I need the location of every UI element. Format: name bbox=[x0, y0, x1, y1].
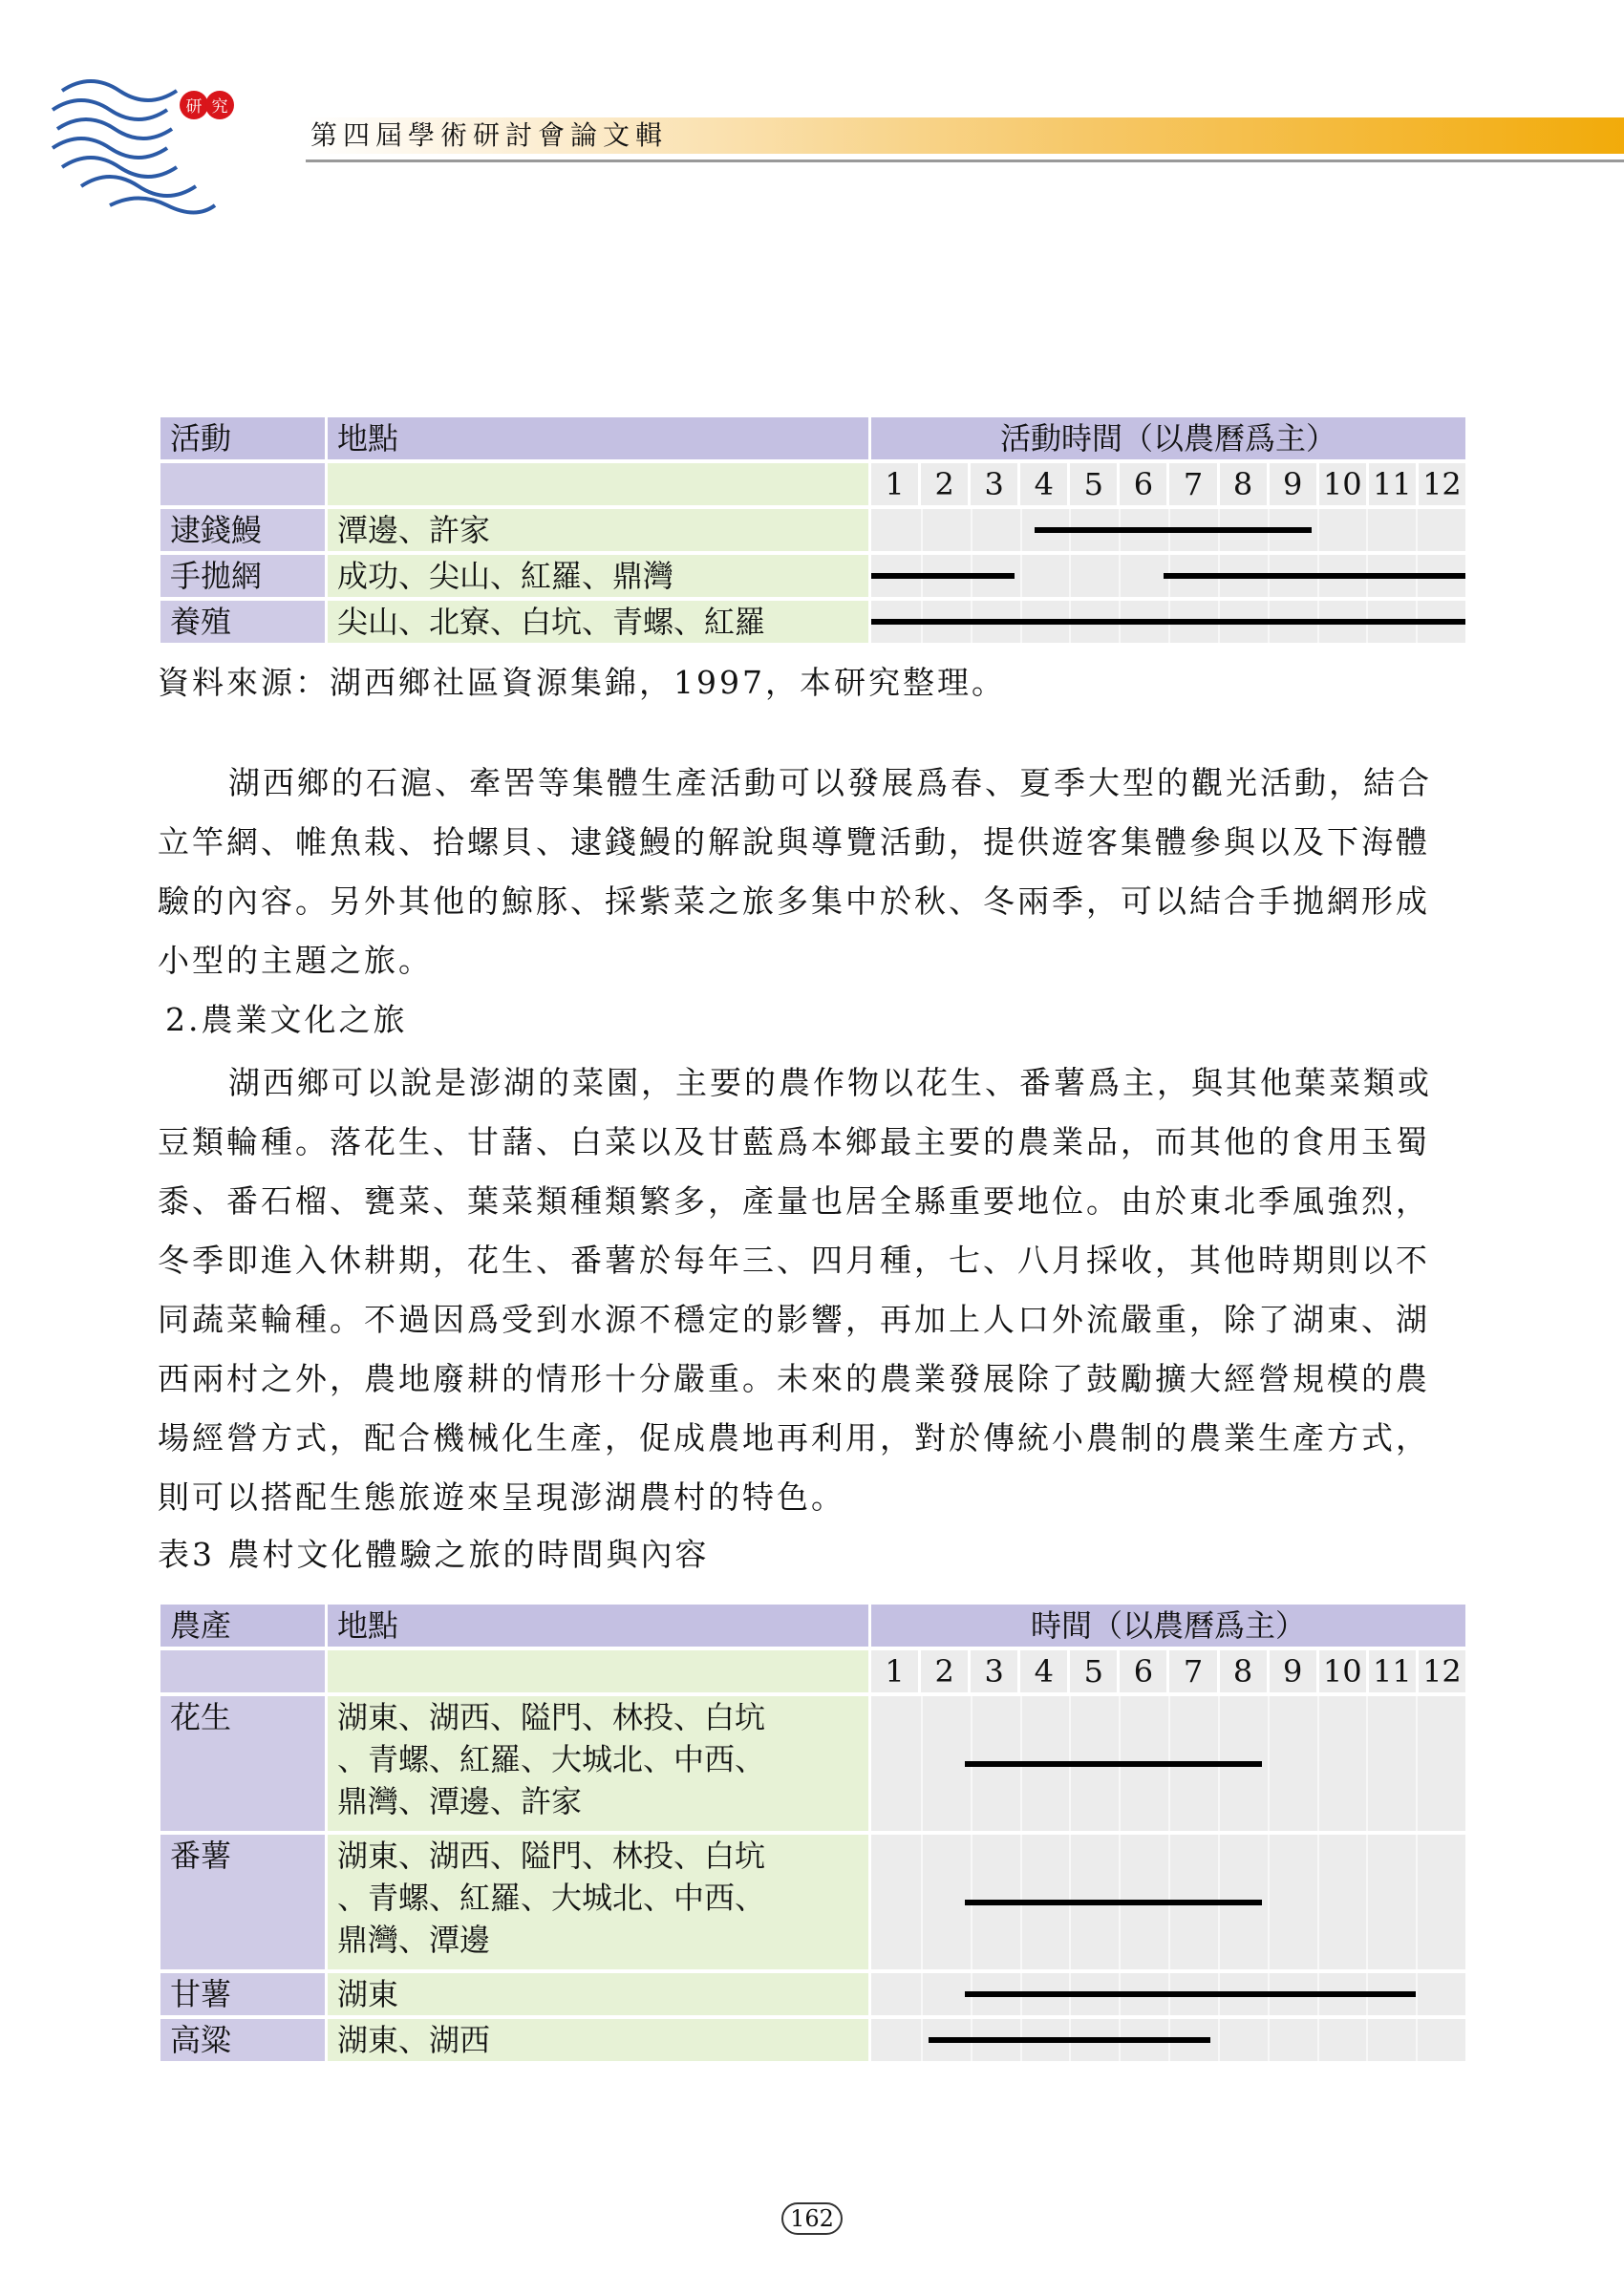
month-gridline bbox=[1268, 1835, 1270, 1969]
header-title: 第四屆學術研討會論文輯 bbox=[310, 119, 669, 151]
col-header-time: 時間（以農曆爲主） bbox=[871, 1605, 1465, 1647]
table3-caption: 表3 農村文化體驗之旅的時間與內容 bbox=[158, 1536, 710, 1573]
table-row bbox=[160, 555, 1465, 597]
month-label: 11 bbox=[1369, 1650, 1416, 1692]
place-line: 、青螺、紅羅、大城北、中西、 bbox=[337, 1741, 766, 1777]
svg-text:究: 究 bbox=[211, 97, 228, 117]
place-line: 湖東 bbox=[337, 1976, 399, 2012]
paragraph-line: 冬季即進入休耕期，花生、番薯於每年三、四月種，七、八月採收，其他時期則以不 bbox=[158, 1242, 1430, 1279]
table-row bbox=[160, 1835, 1465, 1969]
timeline-cell bbox=[871, 509, 1465, 551]
timeline-cell bbox=[871, 1696, 1465, 1831]
table-row bbox=[160, 601, 1465, 643]
month-label: 9 bbox=[1270, 1650, 1316, 1692]
table1-source: 資料來源：湖西鄉社區資源集錦，1997，本研究整理。 bbox=[158, 664, 1006, 701]
activity-schedule-table bbox=[158, 414, 1468, 647]
table-row bbox=[160, 1973, 1465, 2015]
place-cell bbox=[328, 1696, 868, 1831]
place-text: 尖山、北寮、白坑、青螺、紅羅 bbox=[337, 604, 766, 640]
month-label: 8 bbox=[1220, 1650, 1267, 1692]
paragraph-line: 黍、番石榴、甕菜、葉菜類種類繁多，產量也居全縣重要地位。由於東北季風強烈， bbox=[158, 1182, 1430, 1220]
blank-cell bbox=[328, 463, 868, 505]
period-bar bbox=[929, 2037, 1210, 2043]
paragraph-line: 場經營方式，配合機械化生產，促成農地再利用，對於傳統小農制的農業生產方式， bbox=[158, 1419, 1430, 1456]
place-cell bbox=[328, 601, 868, 643]
item-cell: 逮錢鰻 bbox=[160, 509, 325, 551]
month-gridline bbox=[1317, 2019, 1319, 2061]
place-cell bbox=[328, 555, 868, 597]
paragraph-line: 湖西鄉的石滬、牽罟等集體生產活動可以發展爲春、夏季大型的觀光活動，結合 bbox=[228, 764, 1432, 801]
paragraph-2 bbox=[158, 1053, 1468, 1527]
place-cell bbox=[328, 509, 868, 551]
paragraph-line: 豆類輪種。落花生、甘藷、白菜以及甘藍爲本鄉最主要的農業品，而其他的食用玉蜀 bbox=[158, 1123, 1430, 1160]
month-gridline bbox=[1416, 1835, 1418, 1969]
place-text: 潭邊、許家 bbox=[337, 512, 491, 548]
month-label: 5 bbox=[1070, 1650, 1117, 1692]
month-label: 1 bbox=[871, 1650, 918, 1692]
page-number: 162 bbox=[781, 2202, 843, 2235]
timeline-cell bbox=[871, 601, 1465, 643]
month-gridline bbox=[1366, 509, 1368, 551]
journal-logo bbox=[43, 53, 263, 224]
timeline-cell bbox=[871, 1973, 1465, 2015]
month-gridline bbox=[1366, 2019, 1368, 2061]
blank-cell bbox=[160, 463, 325, 505]
timeline-cell bbox=[871, 2019, 1465, 2061]
item-cell: 番薯 bbox=[160, 1835, 325, 1969]
period-bar bbox=[871, 573, 1015, 579]
period-bar bbox=[965, 1761, 1262, 1767]
month-gridline bbox=[1119, 555, 1121, 597]
item-cell: 甘薯 bbox=[160, 1973, 325, 2015]
month-label: 7 bbox=[1169, 1650, 1216, 1692]
paragraph-line: 小型的主題之旅。 bbox=[158, 942, 433, 979]
place-line: 湖東、湖西 bbox=[337, 2022, 491, 2058]
blank-cell bbox=[160, 1650, 325, 1692]
month-label: 6 bbox=[1120, 463, 1166, 505]
paragraph-1 bbox=[158, 754, 1468, 990]
period-bar bbox=[1035, 527, 1312, 533]
month-label: 12 bbox=[1419, 1650, 1465, 1692]
month-gridline bbox=[1416, 1696, 1418, 1831]
month-gridline bbox=[921, 2019, 923, 2061]
month-gridline bbox=[1366, 1835, 1368, 1969]
month-gridline bbox=[1416, 509, 1418, 551]
month-label: 7 bbox=[1169, 463, 1216, 505]
month-gridline bbox=[1268, 2019, 1270, 2061]
month-label: 10 bbox=[1319, 463, 1366, 505]
place-line: 鼎灣、潭邊、許家 bbox=[337, 1783, 583, 1819]
month-label: 9 bbox=[1270, 463, 1316, 505]
timeline-cell bbox=[871, 1835, 1465, 1969]
period-bar bbox=[1164, 573, 1465, 579]
farm-schedule-table bbox=[158, 1601, 1468, 2065]
month-gridline bbox=[921, 1973, 923, 2015]
col-header-place: 地點 bbox=[328, 1605, 868, 1647]
col-header-time: 活動時間（以農曆爲主） bbox=[871, 417, 1465, 459]
month-gridline bbox=[1020, 555, 1022, 597]
col-header-item: 農產 bbox=[160, 1605, 325, 1647]
month-label: 2 bbox=[921, 1650, 968, 1692]
month-label: 2 bbox=[921, 463, 968, 505]
col-header-item: 活動 bbox=[160, 417, 325, 459]
blank-cell bbox=[328, 1650, 868, 1692]
month-label: 3 bbox=[971, 1650, 1017, 1692]
place-cell bbox=[328, 1835, 868, 1969]
paragraph-line: 驗的內容。另外其他的鯨豚、採紫菜之旅多集中於秋、冬兩季，可以結合手拋網形成 bbox=[158, 882, 1430, 920]
month-label: 12 bbox=[1419, 463, 1465, 505]
month-gridline bbox=[921, 509, 923, 551]
month-gridline bbox=[1268, 1696, 1270, 1831]
timeline-cell bbox=[871, 555, 1465, 597]
period-bar bbox=[965, 1900, 1262, 1905]
svg-text:研: 研 bbox=[185, 97, 203, 117]
month-gridline bbox=[921, 1835, 923, 1969]
place-line: 鼎灣、潭邊 bbox=[337, 1922, 491, 1958]
month-label: 10 bbox=[1319, 1650, 1366, 1692]
item-cell: 手拋網 bbox=[160, 555, 325, 597]
paragraph-line: 同蔬菜輪種。不過因爲受到水源不穩定的影響，再加上人口外流嚴重，除了湖東、湖 bbox=[158, 1301, 1430, 1338]
header-divider bbox=[306, 159, 1624, 162]
place-line: 、青螺、紅羅、大城北、中西、 bbox=[337, 1880, 766, 1916]
month-gridline bbox=[1020, 509, 1022, 551]
table-row bbox=[160, 509, 1465, 551]
month-gridline bbox=[1317, 1835, 1319, 1969]
place-cell bbox=[328, 1973, 868, 2015]
section-heading: 2.農業文化之旅 bbox=[165, 1001, 408, 1038]
month-gridline bbox=[1416, 2019, 1418, 2061]
table-row bbox=[160, 2019, 1465, 2061]
place-line: 湖東、湖西、隘門、林投、白坑 bbox=[337, 1838, 766, 1874]
month-label: 3 bbox=[971, 463, 1017, 505]
place-cell bbox=[328, 2019, 868, 2061]
month-gridline bbox=[1317, 1696, 1319, 1831]
month-gridline bbox=[971, 509, 972, 551]
paragraph-line: 立竿網、帷魚栽、拾螺貝、逮錢鰻的解說與導覽活動，提供遊客集體參與以及下海體 bbox=[158, 823, 1430, 861]
month-gridline bbox=[1366, 1696, 1368, 1831]
paragraph-line: 則可以搭配生態旅遊來呈現澎湖農村的特色。 bbox=[158, 1478, 845, 1516]
item-cell: 養殖 bbox=[160, 601, 325, 643]
month-label: 4 bbox=[1020, 1650, 1067, 1692]
col-header-place: 地點 bbox=[328, 417, 868, 459]
item-cell: 花生 bbox=[160, 1696, 325, 1831]
month-label: 6 bbox=[1120, 1650, 1166, 1692]
month-gridline bbox=[1069, 555, 1071, 597]
month-label: 11 bbox=[1369, 463, 1416, 505]
table-row bbox=[160, 1696, 1465, 1831]
month-label: 5 bbox=[1070, 463, 1117, 505]
month-gridline bbox=[1416, 1973, 1418, 2015]
month-gridline bbox=[1317, 509, 1319, 551]
place-line: 湖東、湖西、隘門、林投、白坑 bbox=[337, 1699, 766, 1735]
period-bar bbox=[965, 1991, 1416, 1997]
paragraph-line: 西兩村之外，農地廢耕的情形十分嚴重。未來的農業發展除了鼓勵擴大經營規模的農 bbox=[158, 1360, 1430, 1397]
month-gridline bbox=[921, 1696, 923, 1831]
place-text: 成功、尖山、紅羅、鼎灣 bbox=[337, 558, 674, 594]
month-label: 1 bbox=[871, 463, 918, 505]
period-bar bbox=[871, 619, 1465, 625]
paragraph-line: 湖西鄉可以說是澎湖的菜園，主要的農作物以花生、番薯爲主，與其他葉菜類或 bbox=[228, 1064, 1432, 1101]
month-gridline bbox=[1218, 2019, 1220, 2061]
month-label: 4 bbox=[1020, 463, 1067, 505]
item-cell: 高粱 bbox=[160, 2019, 325, 2061]
month-label: 8 bbox=[1220, 463, 1267, 505]
